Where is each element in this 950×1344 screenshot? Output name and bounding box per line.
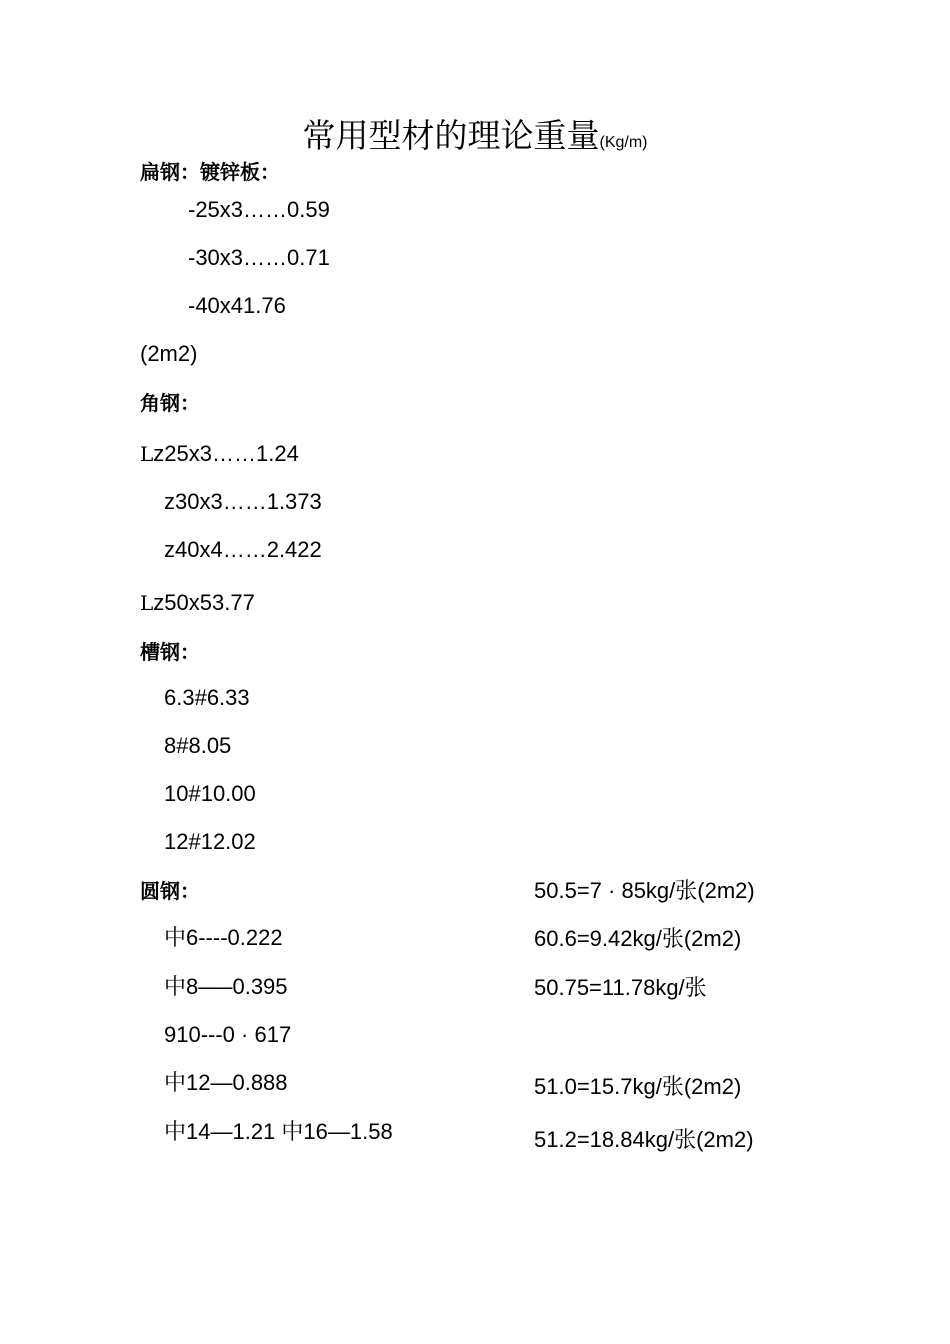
- angle-mark: L: [140, 591, 154, 615]
- title-main: 常用型材的理论重量: [302, 116, 600, 155]
- channel-steel-item: 10#10.00: [164, 781, 256, 806]
- title-unit: (Kg/m): [599, 134, 648, 151]
- round-steel-item: 中12—0.888: [164, 1070, 288, 1095]
- sheet-weight-item: 51.2=18.84kg/张(2m2): [534, 1127, 754, 1152]
- channel-steel-item: 12#12.02: [164, 829, 256, 854]
- round-steel-item: 910---0 · 617: [164, 1022, 292, 1047]
- round-steel-header: 圆钢：: [140, 881, 200, 903]
- round-steel-item: 中14—1.21 中16—1.58: [164, 1119, 393, 1144]
- channel-steel-item: 8#8.05: [164, 733, 232, 758]
- sheet-weight-item: 50.5=7 · 85kg/张(2m2): [534, 878, 755, 903]
- page-title: [0, 110, 950, 157]
- angle-mark: L: [140, 442, 154, 466]
- flat-steel-item: -25x3……0.59: [188, 197, 330, 222]
- channel-steel-item: 6.3#6.33: [164, 685, 250, 710]
- angle-steel-value: z25x3……1.24: [153, 441, 299, 466]
- sheet-weight-item: 50.75=11.78kg/张: [534, 975, 707, 1000]
- angle-steel-item: z40x4……2.422: [164, 537, 322, 562]
- sheet-weight-item: 51.0=15.7kg/张(2m2): [534, 1074, 742, 1099]
- sheet-weight-item: 60.6=9.42kg/张(2m2): [534, 926, 742, 951]
- angle-steel-item: [140, 441, 299, 467]
- angle-steel-header: 角钢：: [140, 393, 200, 415]
- flat-steel-note: (2m2): [140, 341, 198, 366]
- flat-steel-header: 扁钢：镀锌板：: [140, 162, 280, 184]
- flat-steel-item: -30x3……0.71: [188, 245, 330, 270]
- round-steel-item: 中8—–0.395: [164, 974, 288, 999]
- round-steel-item: 中6----0.222: [164, 925, 283, 950]
- channel-steel-header: 槽钢：: [140, 642, 200, 664]
- angle-steel-item: [140, 590, 255, 616]
- angle-steel-value: z50x53.77: [153, 590, 255, 615]
- angle-steel-item: z30x3……1.373: [164, 489, 322, 514]
- flat-steel-item: -40x41.76: [188, 293, 286, 318]
